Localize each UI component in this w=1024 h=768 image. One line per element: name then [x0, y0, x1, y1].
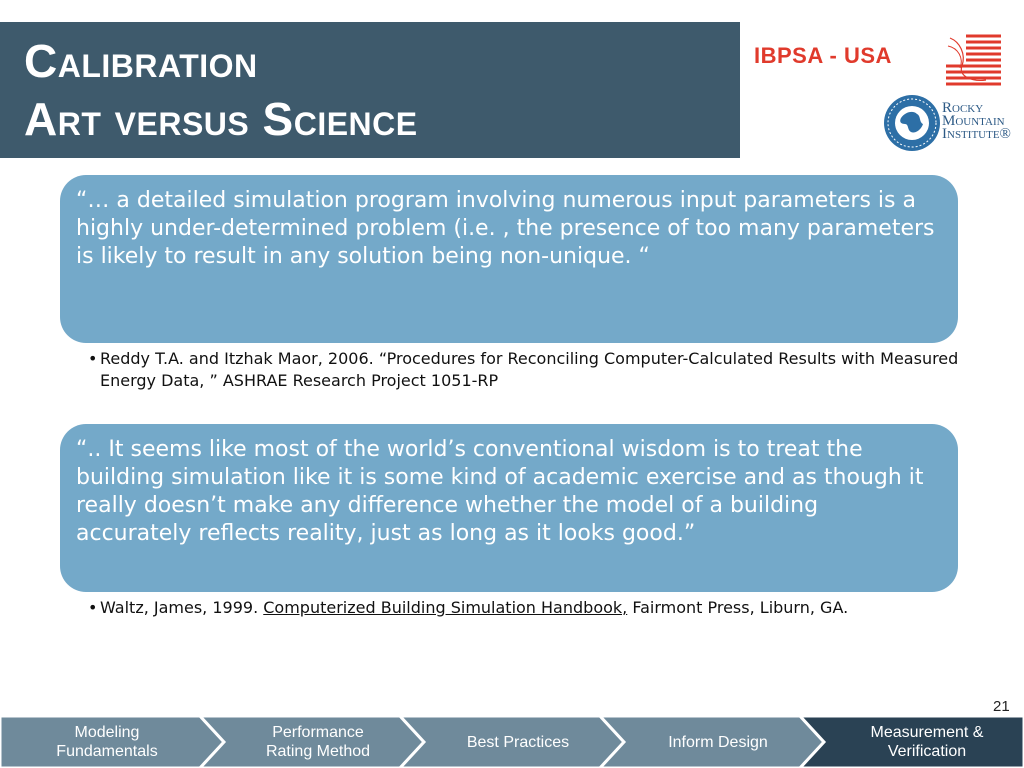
citation-2-text	[100, 597, 968, 619]
nav-tab-label-1[interactable]	[8, 716, 206, 768]
quote-1-text: “… a detailed simulation program involving numerous input parameters is a highly under-determined problem (i.e. , the presence of too many parameters is likely to result in any solution being non-unique. “	[76, 188, 935, 269]
citation-1-bullet: •	[88, 349, 98, 368]
citation-1-text: Reddy T.A. and Itzhak Maor, 2006. “Procedures for Reconciling Computer-Calculated Results with Measured Energy Data, ” ASHRAE Research Project 1051-RP	[100, 349, 959, 390]
nav-tab-label-3[interactable]	[430, 716, 606, 768]
title-line-1: Calibration	[24, 35, 258, 87]
nav-tab-label-line-1: Best Practices	[466, 733, 570, 751]
top-strip	[0, 0, 1024, 22]
page-number: 21	[993, 698, 1010, 715]
ibpsa-logo-icon	[946, 32, 1001, 87]
nav-tab-label-line-2: Fundamentals	[56, 743, 158, 760]
citation-1	[88, 348, 968, 392]
quote-box-2	[60, 424, 958, 592]
rmi-line-3: Institute®	[942, 126, 1011, 142]
nav-tab-label-2[interactable]	[230, 716, 406, 768]
nav-tab-label-line-2: Rating Method	[265, 743, 371, 760]
nav-tab-label-line-1: Measurement &	[870, 724, 984, 741]
nav-tab-label-line-1: Inform Design	[668, 733, 768, 751]
nav-tab-label-line-1: Modeling	[74, 724, 140, 741]
quote-2-text: “.. It seems like most of the world’s conventional wisdom is to treat the building simulation like it is some kind of academic exercise and as though it really doesn’t make any difference whether the model of a building accurately reflects reality, just as long as it looks good.”	[76, 437, 924, 546]
rmi-line-1: Rocky	[942, 100, 984, 116]
nav-tab-label-4[interactable]	[630, 716, 806, 768]
nav-tab-label-line-1: Performance	[272, 724, 364, 741]
nav-tab-label-5[interactable]	[830, 716, 1024, 768]
rmi-logo-text	[942, 102, 1011, 141]
nav-tab-label-line-2: Verification	[887, 743, 967, 760]
slide-title	[24, 32, 418, 148]
citation-2-prefix: Waltz, James, 1999.	[100, 598, 264, 617]
ibpsa-label: IBPSA - USA	[754, 43, 892, 68]
citation-2-book-title: Computerized Building Simulation Handbook,	[263, 598, 628, 617]
citation-2	[88, 597, 968, 619]
globe-icon	[883, 94, 941, 152]
title-line-2: Art versus Science	[24, 93, 418, 145]
quote-box-1	[60, 175, 958, 343]
logo-area	[740, 22, 1024, 158]
rmi-line-2: Mountain	[942, 113, 1005, 129]
citation-2-suffix: Fairmont Press, Liburn, GA.	[627, 598, 849, 617]
citation-2-bullet: •	[88, 598, 98, 617]
